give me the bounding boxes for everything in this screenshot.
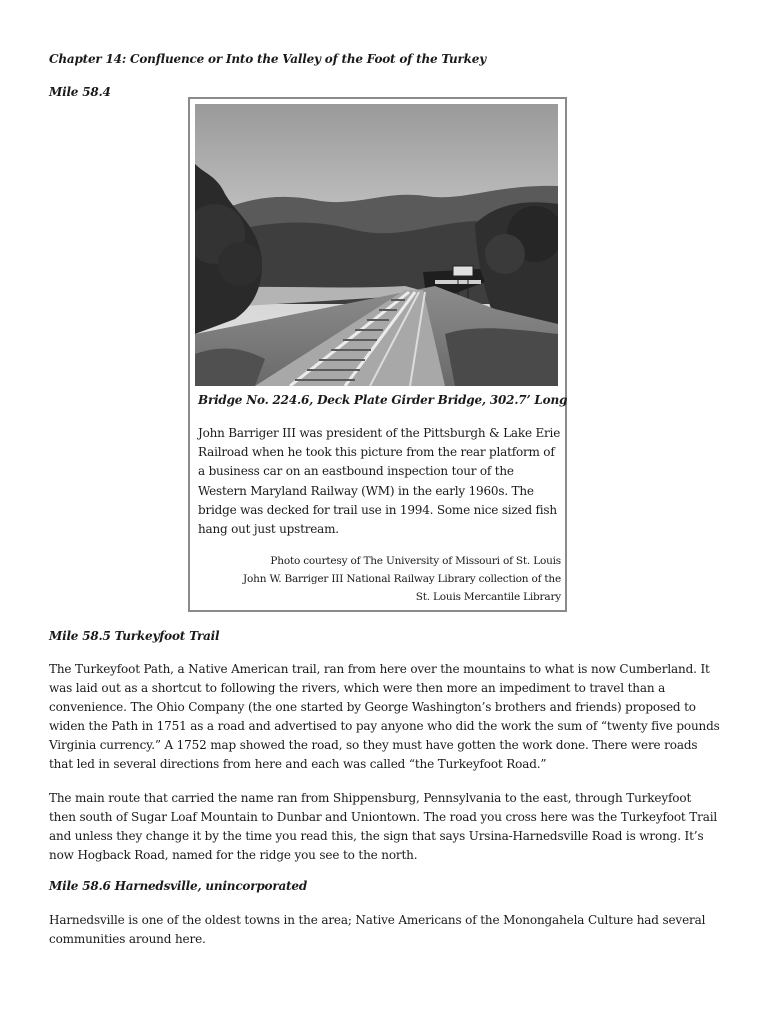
photo-credit-line: Photo courtesy of The University of Missouri of St. Louis bbox=[270, 555, 561, 567]
chapter-title: Chapter 14: Confluence or Into the Valley of the Foot of the Turkey bbox=[49, 52, 486, 66]
photo-credit-line: John W. Barriger III National Railway Library collection of the bbox=[243, 573, 561, 585]
harnedsville-heading: Mile 58.6 Harnedsville, unincorporated bbox=[49, 879, 308, 893]
railroad-bridge-photo bbox=[195, 104, 558, 386]
turkeyfoot-paragraph-2: The main route that carried the name ran from Shippensburg, Pennsylvania to the east, through Turkeyfoot then south of Sugar Loaf Mountain to Dunbar and Uniontown. The road you cross here was the Turkeyfoot Trail and unless they change it by the time you read this, the sign that says Ursina-Harnedsville Road is wrong. It’s now Hogback Road, named for the ridge you see to the north. bbox=[49, 791, 718, 862]
photo-credit bbox=[201, 552, 561, 606]
photo-figure bbox=[188, 97, 567, 612]
harnedsville-paragraph: Harnedsville is one of the oldest towns in the area; Native Americans of the Monongahela Culture had several communities around here. bbox=[49, 913, 706, 946]
turkeyfoot-paragraph-1: The Turkeyfoot Path, a Native American trail, ran from here over the mountains to what is now Cumberland. It was laid out as a shortcut to following the rivers, which were then more an impediment to travel than a convenience. The Ohio Company (the one started by George Washington’s brothers and friends) proposed to widen the Path in 1751 as a road and advertised to pay anyone who did the work the sum of “twenty five pounds Virginia currency.” A 1752 map showed the road, so they must have gotten the work done. There were roads that led in several directions from here and each was called “the Turkeyfoot Road.” bbox=[49, 662, 720, 771]
mile-58-4-heading: Mile 58.4 bbox=[49, 85, 111, 99]
figure-caption-body: John Barriger III was president of the Pittsburgh & Lake Erie Railroad when he took this picture from the rear platform of a business car on an eastbound inspection tour of the Western Maryland Railway (WM) in the early 1960s. The bridge was decked for trail use in 1994. Some nice sized fish hang out just upstream. bbox=[198, 426, 561, 537]
photo-credit-line: St. Louis Mercantile Library bbox=[415, 591, 561, 603]
turkeyfoot-trail-heading: Mile 58.5 Turkeyfoot Trail bbox=[49, 629, 220, 643]
figure-caption-title: Bridge No. 224.6, Deck Plate Girder Bridge, 302.7’ Long bbox=[198, 393, 568, 407]
